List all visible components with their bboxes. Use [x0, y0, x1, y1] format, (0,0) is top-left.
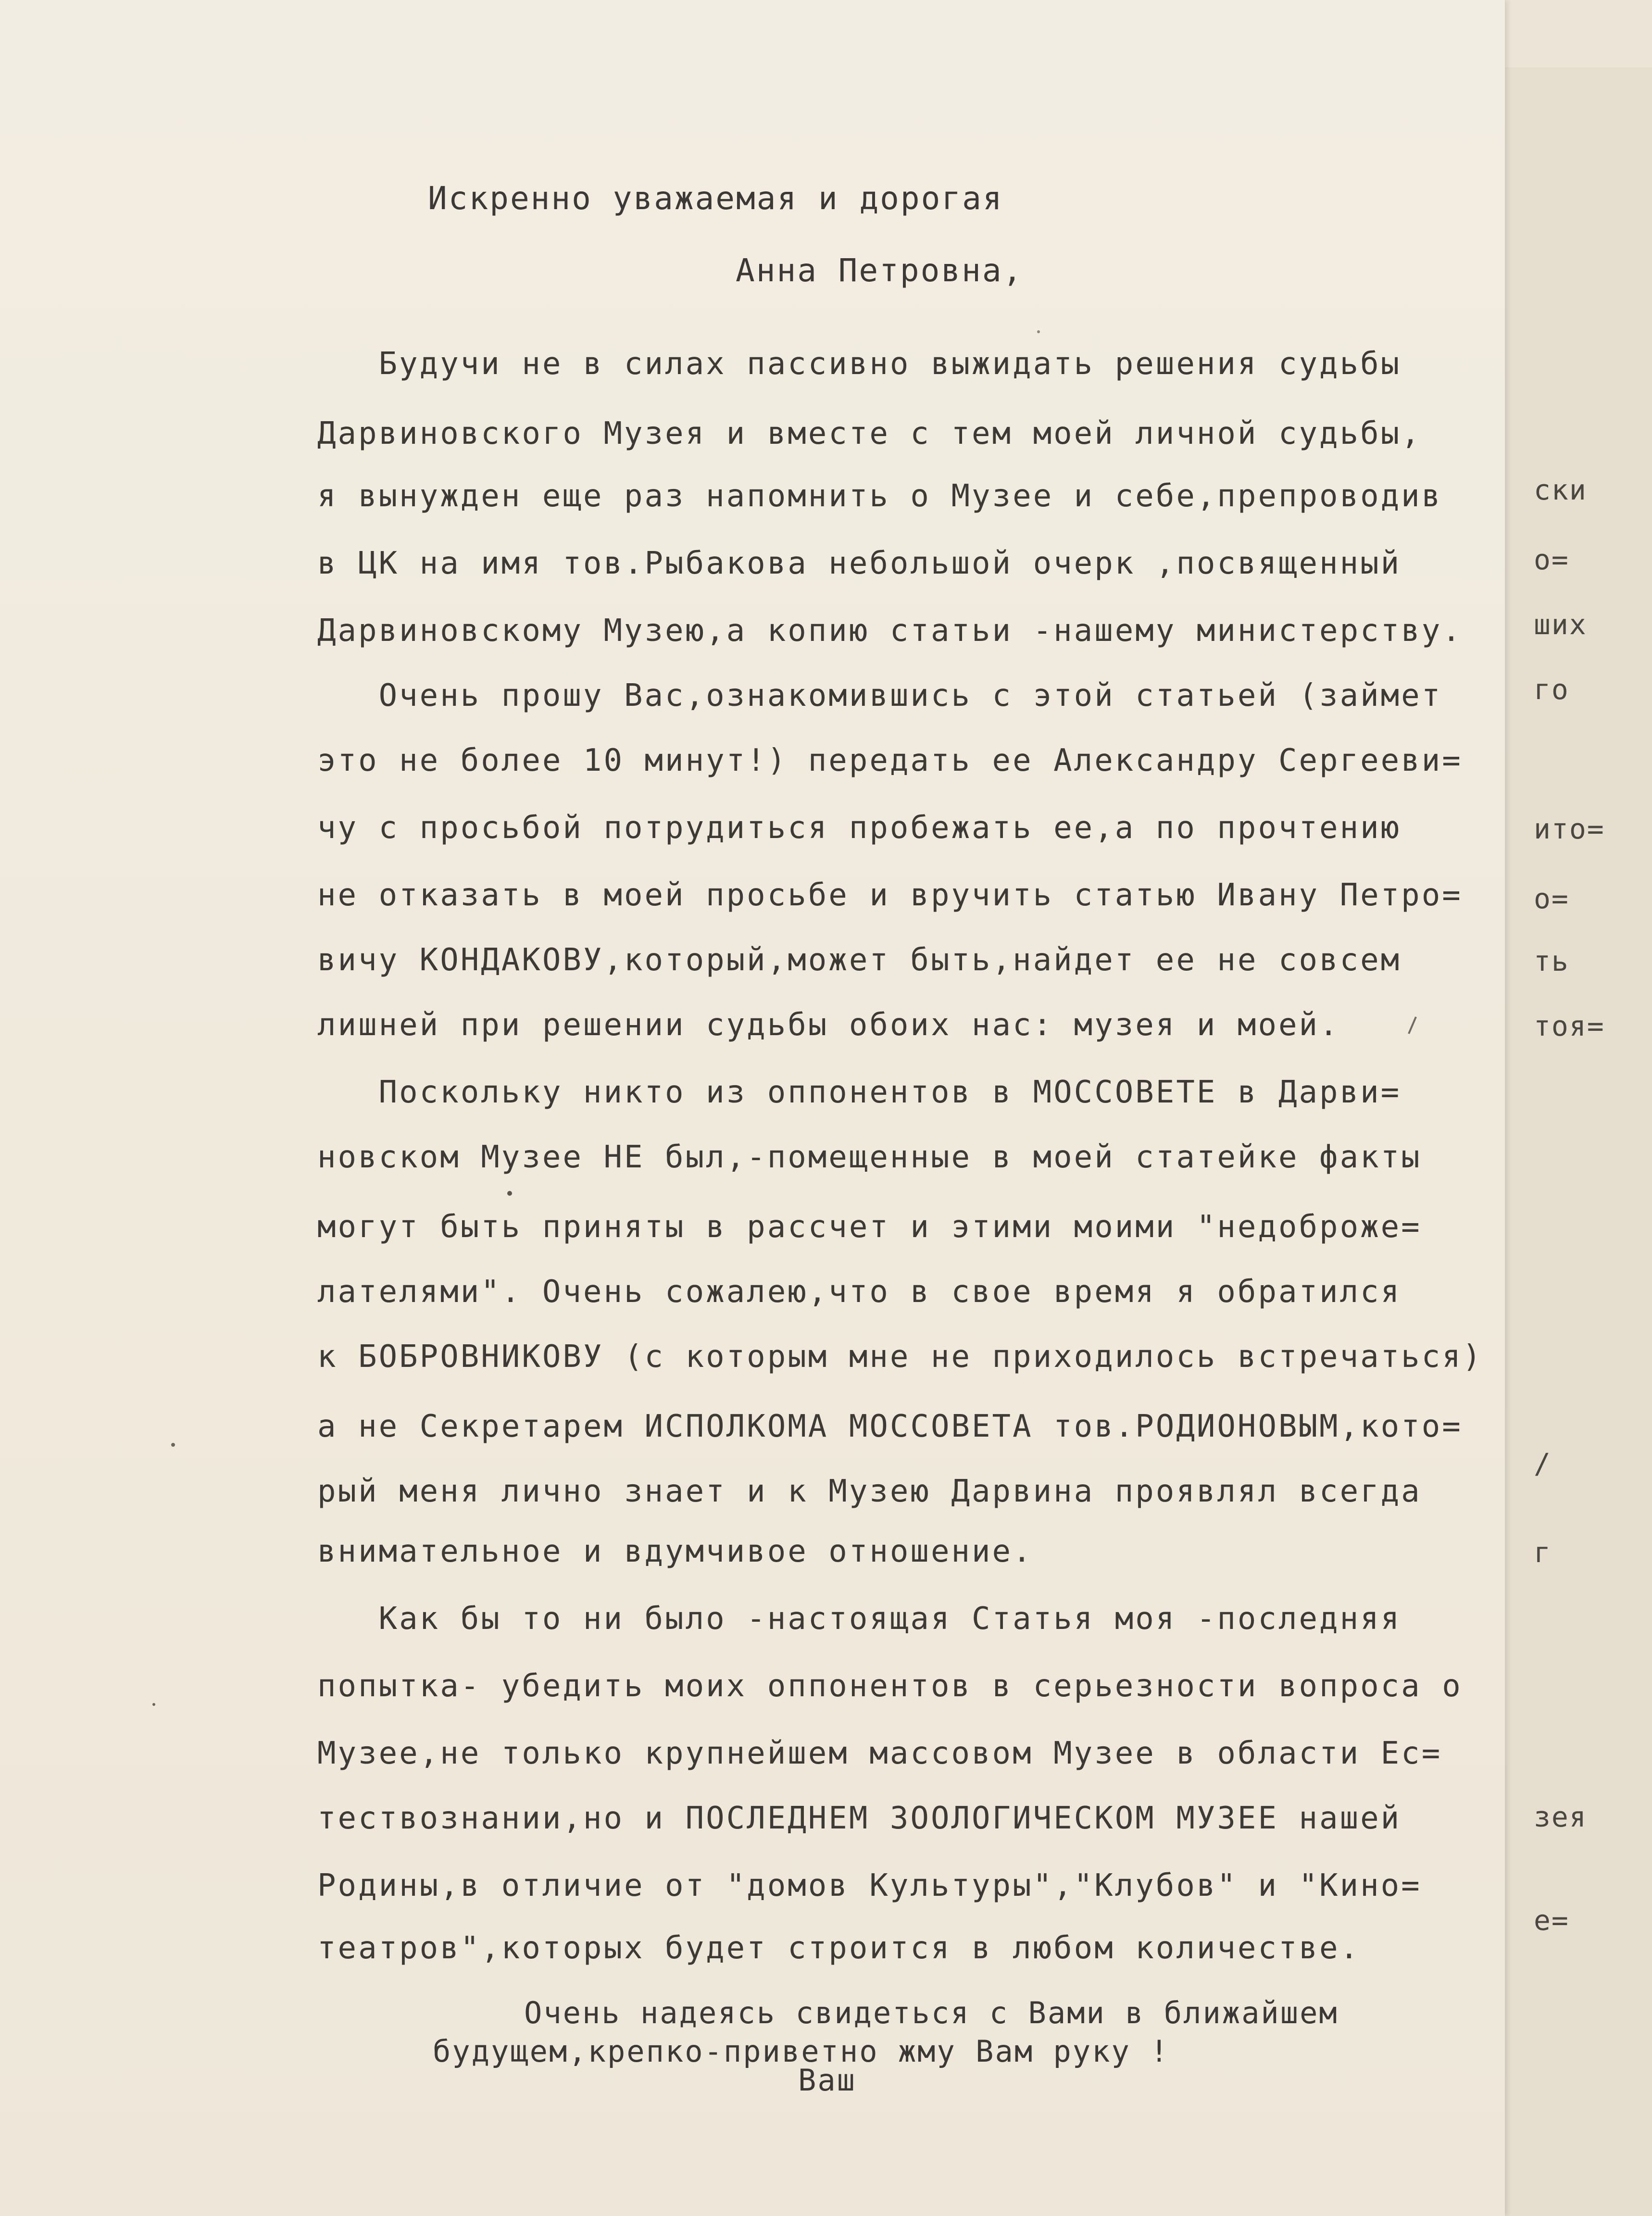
- body-line: попытка- убедить моих оппонентов в серьезности вопроса о: [317, 1668, 1463, 1704]
- closing-line-3: Ваш: [798, 2063, 856, 2098]
- body-line: лателями". Очень сожалею,что в свое время я обратился: [317, 1274, 1402, 1310]
- body-line: Родины,в отличие от "домов Культуры","Клубов" и "Кино=: [317, 1868, 1422, 1903]
- body-line: Поскольку никто из оппонентов в МОССОВЕТЕ в Дарви=: [317, 1075, 1402, 1110]
- body-line: не отказать в моей просьбе и вручить статью Ивану Петро=: [317, 877, 1463, 913]
- body-line: внимательное и вдумчивое отношение.: [317, 1534, 1033, 1569]
- body-line: Музее,не только крупнейшем массовом Музее в области Ес=: [317, 1736, 1442, 1771]
- body-line: театров",которых будет строится в любом количестве.: [317, 1930, 1361, 1966]
- body-line: рый меня лично знает и к Музею Дарвина проявлял всегда: [317, 1474, 1422, 1509]
- salutation-line-1: Искренно уважаемая и дорогая: [428, 180, 1003, 217]
- under-page-fragment: ито=: [1534, 813, 1605, 845]
- under-page-fragment: о=: [1534, 543, 1569, 576]
- salutation-line-2: Анна Петровна,: [736, 252, 1024, 289]
- body-line: тествознании,но и ПОСЛЕДНЕМ ЗООЛОГИЧЕСКОМ МУЗЕЕ нашей: [317, 1801, 1402, 1836]
- underlying-page: [1481, 67, 1652, 2216]
- body-line: могут быть приняты в рассчет и этими моими "недоброже=: [317, 1209, 1422, 1245]
- body-line: лишней при решении судьбы обоих нас: музея и моей.: [317, 1007, 1340, 1043]
- under-page-fragment: е=: [1534, 1904, 1569, 1937]
- under-page-fragment: го: [1534, 673, 1569, 706]
- body-line: Дарвиновскому Музею,а копию статьи -нашему министерству.: [317, 613, 1463, 649]
- body-line: это не более 10 минут!) передать ее Александру Сергееви=: [317, 743, 1463, 778]
- body-line: Как бы то ни было -настоящая Статья моя -последняя: [317, 1601, 1402, 1637]
- under-page-fragment: о=: [1534, 882, 1569, 915]
- body-line: Очень прошу Вас,ознакомившись с этой статьей (займет: [317, 678, 1442, 714]
- under-page-fragment: г: [1534, 1536, 1552, 1569]
- under-page-fragment: ших: [1534, 608, 1587, 641]
- under-page-fragment: ски: [1534, 474, 1587, 506]
- body-line: я вынужден еще раз напомнить о Музее и себе,препроводив: [317, 478, 1442, 514]
- body-line: в ЦК на имя тов.Рыбакова небольшой очерк ,посвященный: [317, 546, 1402, 581]
- under-page-fragment: тоя=: [1534, 1010, 1605, 1042]
- body-line: а не Секретарем ИСПОЛКОМА МОССОВЕТА тов.РОДИОНОВЫМ,кото=: [317, 1409, 1463, 1444]
- closing-line-1: Очень надеясь свидеться с Вами в ближайшем: [524, 1995, 1339, 2030]
- body-line: вичу КОНДАКОВУ,который,может быть,найдет ее не совсем: [317, 942, 1402, 978]
- closing-line-2: будущем,крепко-приветно жму Вам руку !: [433, 2034, 1170, 2069]
- body-line: Дарвиновского Музея и вместе с тем моей личной судьбы,: [317, 416, 1422, 451]
- body-line: Будучи не в силах пассивно выжидать решения судьбы: [317, 346, 1402, 382]
- body-line: чу с просьбой потрудиться пробежать ее,а по прочтению: [317, 810, 1402, 846]
- under-page-fragment: /: [1534, 1447, 1552, 1480]
- under-page-fragment: ть: [1534, 945, 1569, 977]
- under-page-fragment: зея: [1534, 1801, 1587, 1833]
- body-line: к БОБРОВНИКОВУ (с которым мне не приходилось встречаться): [317, 1339, 1483, 1375]
- body-line: новском Музее НЕ был,-помещенные в моей статейке факты: [317, 1139, 1422, 1175]
